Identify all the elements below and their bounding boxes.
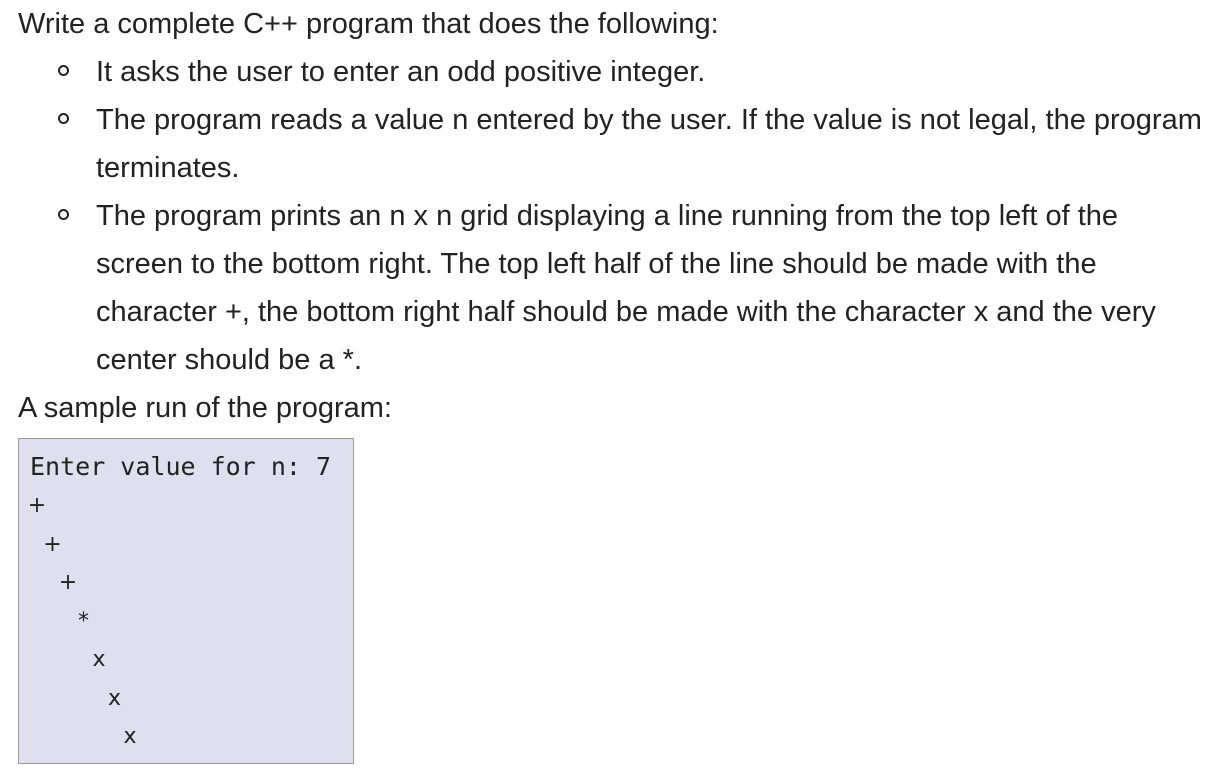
grid-char: *: [78, 608, 89, 634]
requirement-text: The program prints an n x n grid displaying a line running from the top left of the screen to the bottom right. The top left half of the line should be made with the character +, the bottom right half should be made with the character x and the very center should be a *.: [96, 200, 1156, 376]
hollow-circle-bullet-icon: [58, 65, 69, 76]
grid-char: +: [43, 531, 62, 557]
grid-char: +: [58, 570, 78, 595]
grid-char: x: [123, 724, 137, 749]
requirement-item: [96, 96, 1204, 192]
document-page: [18, 0, 1204, 764]
intro-text: Write a complete C++ program that does the following:: [18, 8, 719, 40]
grid-char: x: [92, 647, 106, 672]
hollow-circle-bullet-icon: [58, 209, 69, 220]
requirement-text: The program reads a value n entered by the user. If the value is not legal, the program terminates.: [96, 104, 1202, 184]
hollow-circle-bullet-icon: [58, 113, 69, 124]
grid-char: x: [107, 685, 122, 711]
grid-char: +: [27, 493, 47, 518]
requirement-text: It asks the user to enter an odd positive integer.: [96, 56, 706, 88]
requirements-list: [18, 48, 1204, 384]
requirement-item: [96, 48, 1204, 96]
sample-output-terminal: [18, 438, 354, 764]
sample-run-heading: A sample run of the program:: [18, 392, 392, 424]
terminal-prompt-line: Enter value for n: 7: [30, 452, 332, 481]
requirement-item: [96, 192, 1204, 384]
